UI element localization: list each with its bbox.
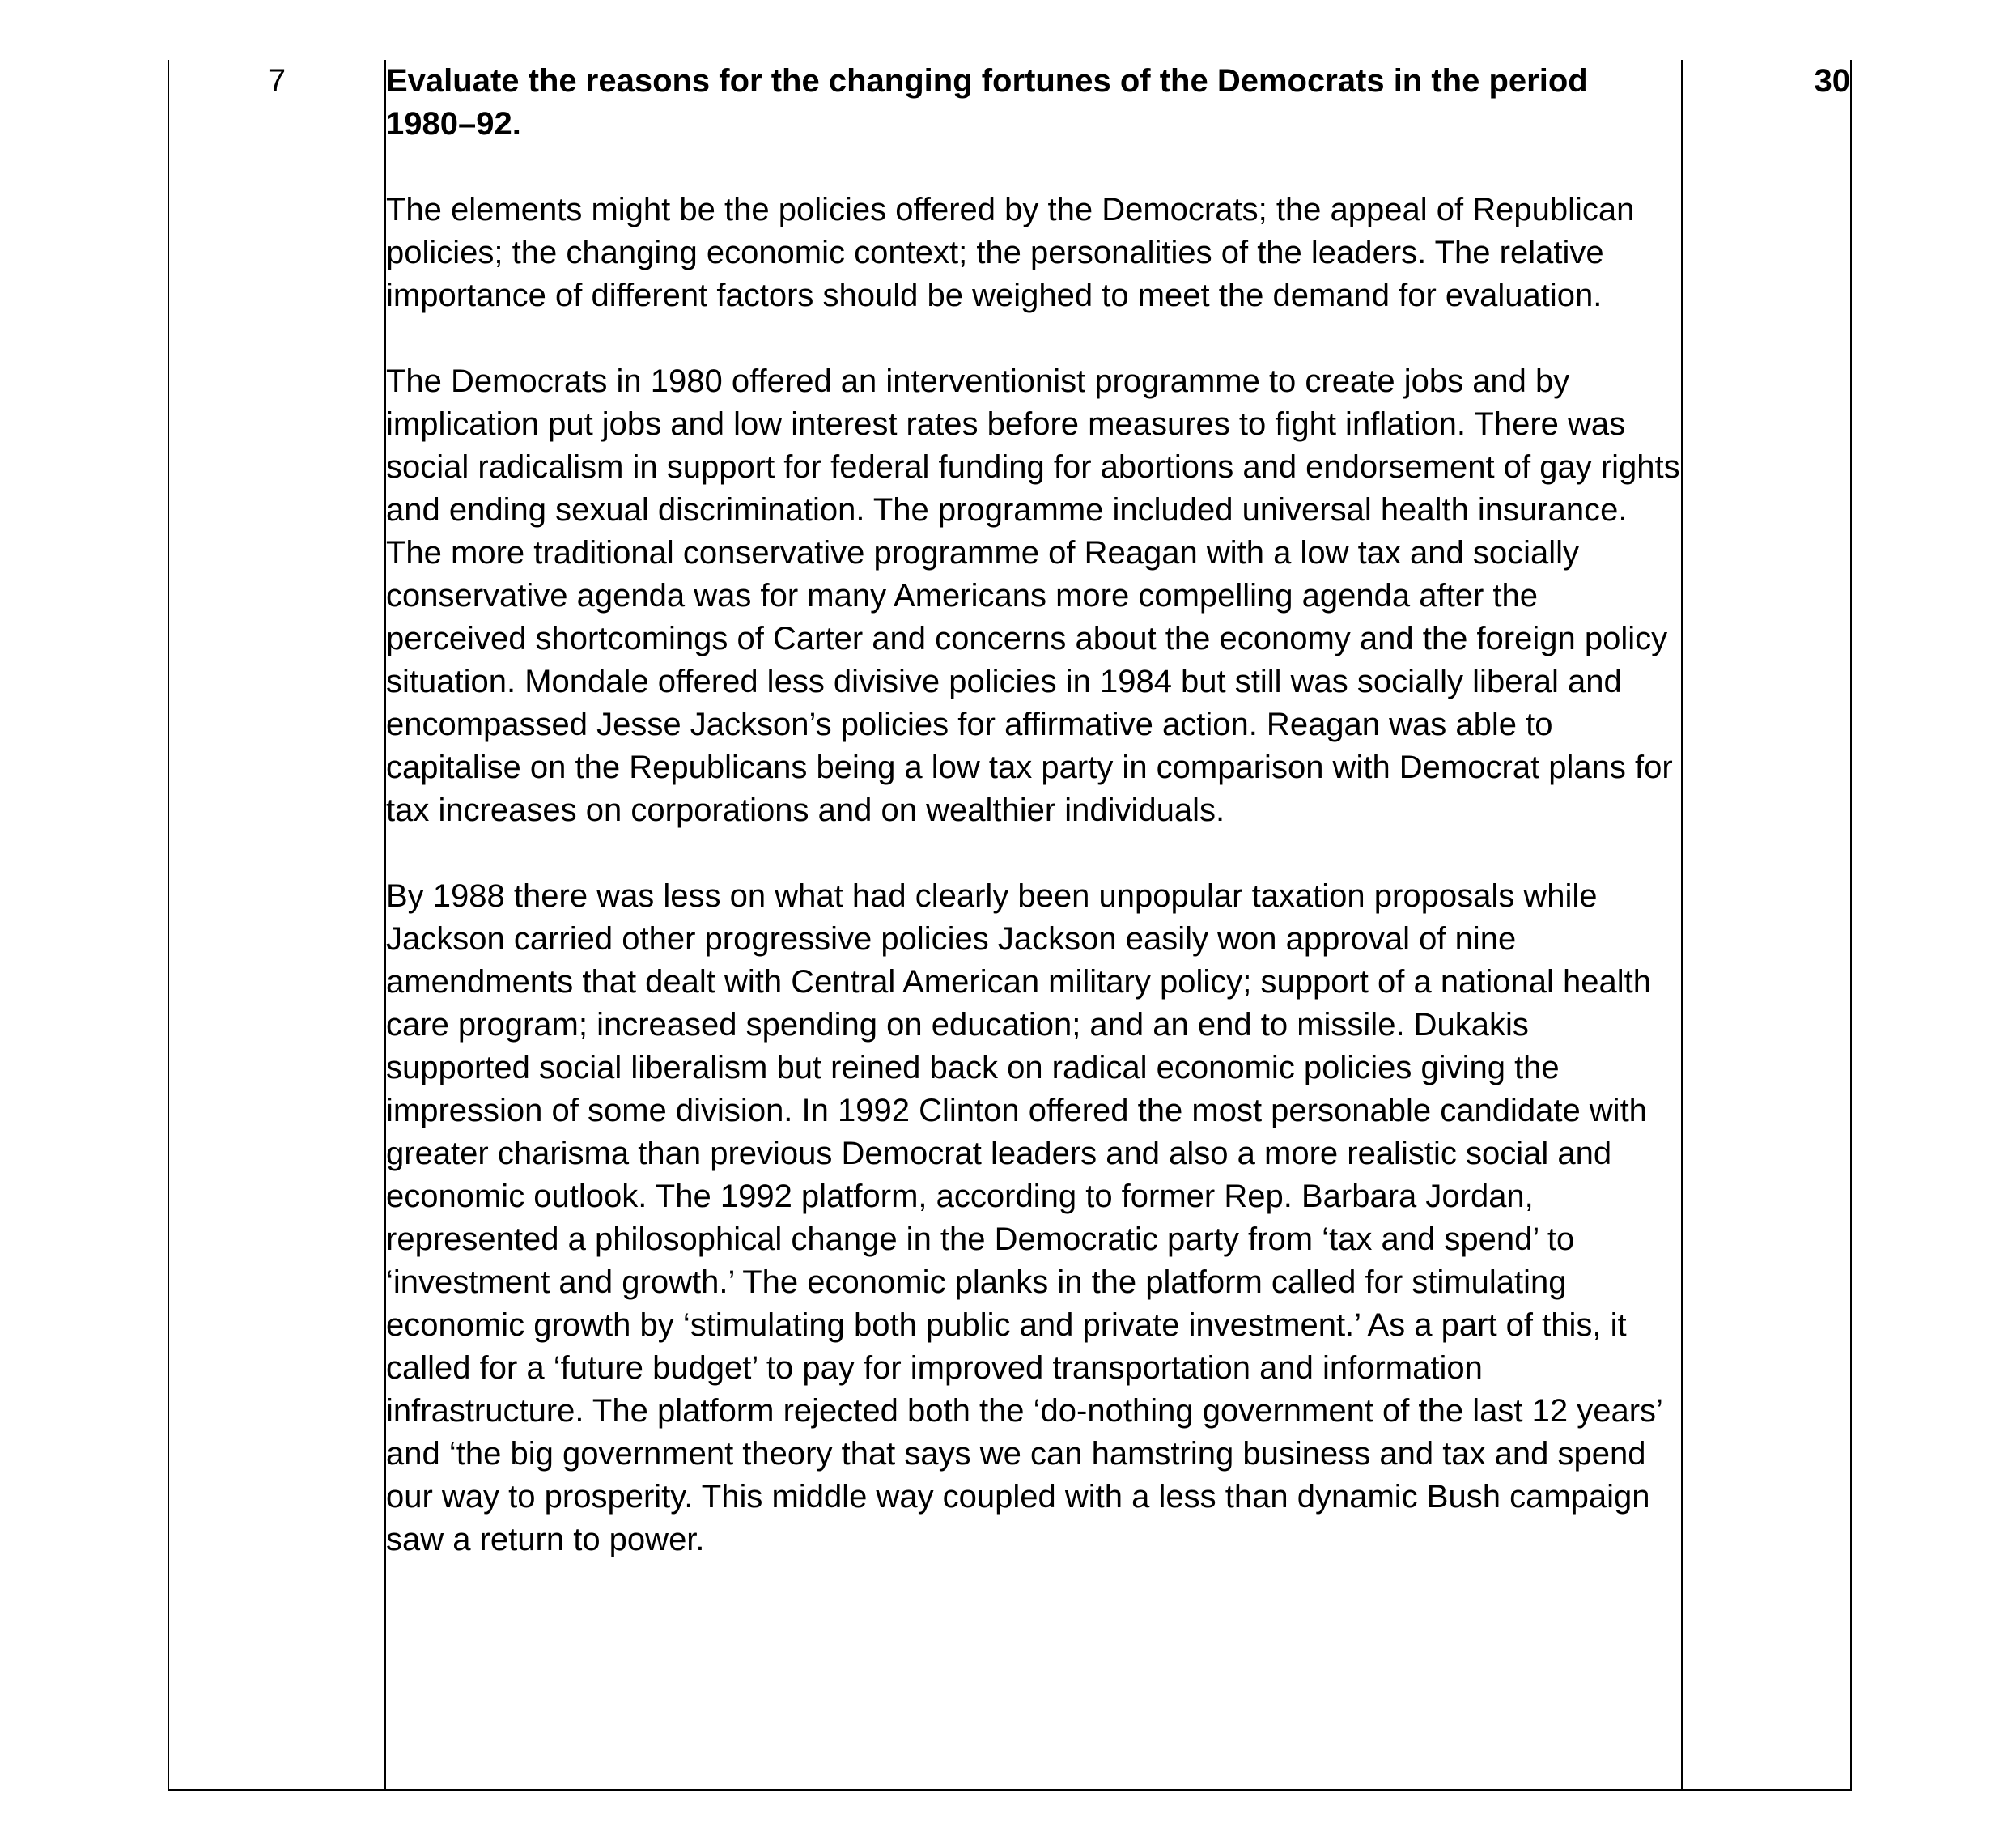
mark-scheme-table [168, 60, 1852, 1791]
guidance-paragraph: By 1988 there was less on what had clearly been unpopular taxation proposals while Jackson carried other progressive policies Jackson easily won approval of nine amendments that dealt with Central American military policy; support of a national health care program; increased spending on education; and an end to missile. Dukakis supported social liberalism but reined back on radical economic policies giving the impression of some division. In 1992 Clinton offered the most personable candidate with greater charisma than previous Democrat leaders and also a more realistic social and economic outlook. The 1992 platform, according to former Rep. Barbara Jordan, represented a philosophical change in the Democratic party from ‘tax and spend’ to ‘investment and growth.’ The economic planks in the platform called for stimulating economic growth by ‘stimulating both public and private investment.’ As a part of this, it called for a ‘future budget’ to pay for improved transportation and information infrastructure. The platform rejected both the ‘do-nothing government of the last 12 years’ and ‘the big government theory that says we can hamstring business and tax and spend our way to prosperity. This middle way coupled with a less than dynamic Bush campaign saw a return to power. [386, 878, 1662, 1557]
question-title: Evaluate the reasons for the changing fortunes of the Democrats in the period 1980–92. [386, 63, 1588, 142]
question-number: 7 [168, 60, 385, 1790]
question-content [385, 60, 1682, 1790]
guidance-paragraph: The elements might be the policies offered by the Democrats; the appeal of Republican policies; the changing economic context; the personalities of the leaders. The relative importance of different factors should be weighed to meet the demand for evaluation. [386, 192, 1635, 313]
guidance-paragraph: The Democrats in 1980 offered an interventionist programme to create jobs and by implication put jobs and low interest rates before measures to fight inflation. There was social radicalism in support for federal funding for abortions and endorsement of gay rights and ending sexual discrimination. The programme included universal health insurance. The more traditional conservative programme of Reagan with a low tax and socially conservative agenda was for many Americans more compelling agenda after the perceived shortcomings of Carter and concerns about the economy and the foreign policy situation. Mondale offered less divisive policies in 1984 but still was socially liberal and encompassed Jesse Jackson’s policies for affirmative action. Reagan was able to capitalise on the Republicans being a low tax party in comparison with Democrat plans for tax increases on corporations and on wealthier individuals. [386, 363, 1680, 828]
question-row [168, 60, 1851, 1790]
question-marks: 30 [1682, 60, 1851, 1790]
